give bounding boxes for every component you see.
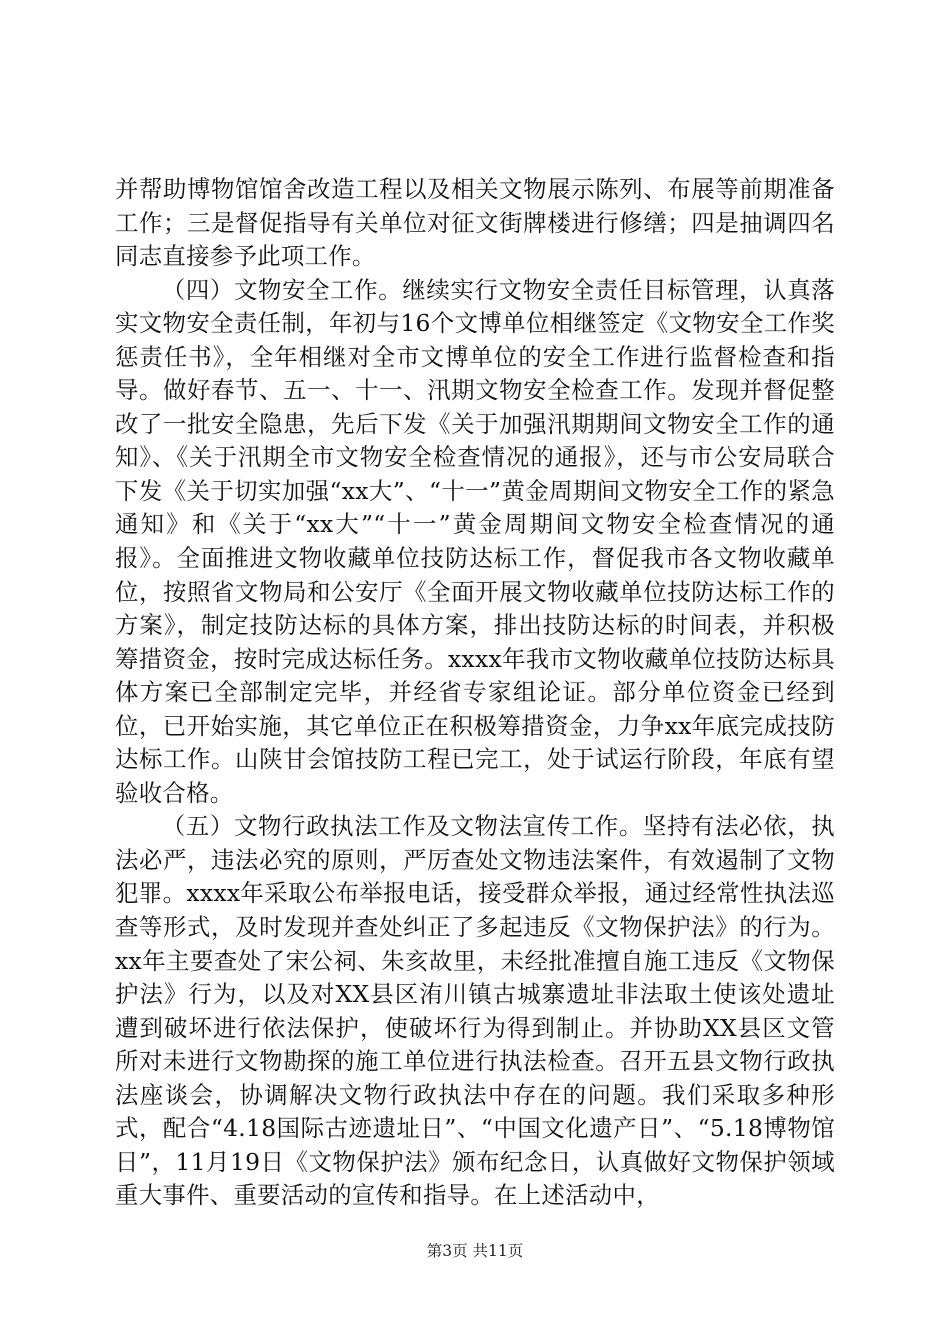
paragraph-section-5: （五）文物行政执法工作及文物法宣传工作。坚持有法必依，执法必严，违法必究的原则，严厉查处文物违法案件，有效遏制了文物犯罪。xxxx年采取公布举报电话，接受群众举报，通过经常性执法巡查等形式，及时发现并查处纠正了多起违反《文物保护法》的行为。xx年主要查处了宋公祠、朱亥故里，未经批准擅自施工违反《文物保护法》行为，以及对XX县区洧川镇古城寨遗址非法取土使该处遗址遭到破坏进行依法保护，使破坏行为得到制止。并协助XX县区文管所对未进行文物勘探的施工单位进行执法检查。召开五县文物行政执法座谈会，协调解决文物行政执法中存在的问题。我们采取多种形式，配合“4.18国际古迹遗址日”、“中国文化遗产日”、“5.18博物馆日”，11月19日《文物保护法》颁布纪念日，认真做好文物保护领域重大事件、重要活动的宣传和指导。在上述活动中， [115, 812, 835, 1210]
paragraph-continuation: 并帮助博物馆馆舍改造工程以及相关文物展示陈列、布展等前期准备工作；三是督促指导有关单位对征文街牌楼进行修缮；四是抽调四名同志直接参予此项工作。 [115, 175, 835, 271]
paragraph-section-4: （四）文物安全工作。继续实行文物安全责任目标管理，认真落实文物安全责任制，年初与16个文博单位相继签定《文物安全工作奖惩责任书》，全年相继对全市文博单位的安全工作进行监督检查和指导。做好春节、五一、十一、汛期文物安全检查工作。发现并督促整改了一批安全隐患，先后下发《关于加强汛期期间文物安全工作的通知》、《关于汛期全市文物安全检查情况的通报》，还与市公安局联合下发《关于切实加强“xx大”、“十一”黄金周期间文物安全工作的紧急通知》和《关于“xx大”“十一”黄金周期间文物安全检查情况的通报》。全面推进文物收藏单位技防达标工作，督促我市各文物收藏单位，按照省文物局和公安厅《全面开展文物收藏单位技防达标工作的方案》，制定技防达标的具体方案，排出技防达标的时间表，并积极筹措资金，按时完成达标任务。xxxx年我市文物收藏单位技防达标具体方案已全部制定完毕，并经省专家组论证。部分单位资金已经到位，已开始实施，其它单位正在积极筹措资金，力争xx年底完成技防达标工作。山陕甘会馆技防工程已完工，处于试运行阶段，年底有望验收合格。 [115, 275, 835, 807]
document-body [115, 173, 835, 1213]
page-number-footer: 第3页 共11页 [426, 1242, 524, 1260]
